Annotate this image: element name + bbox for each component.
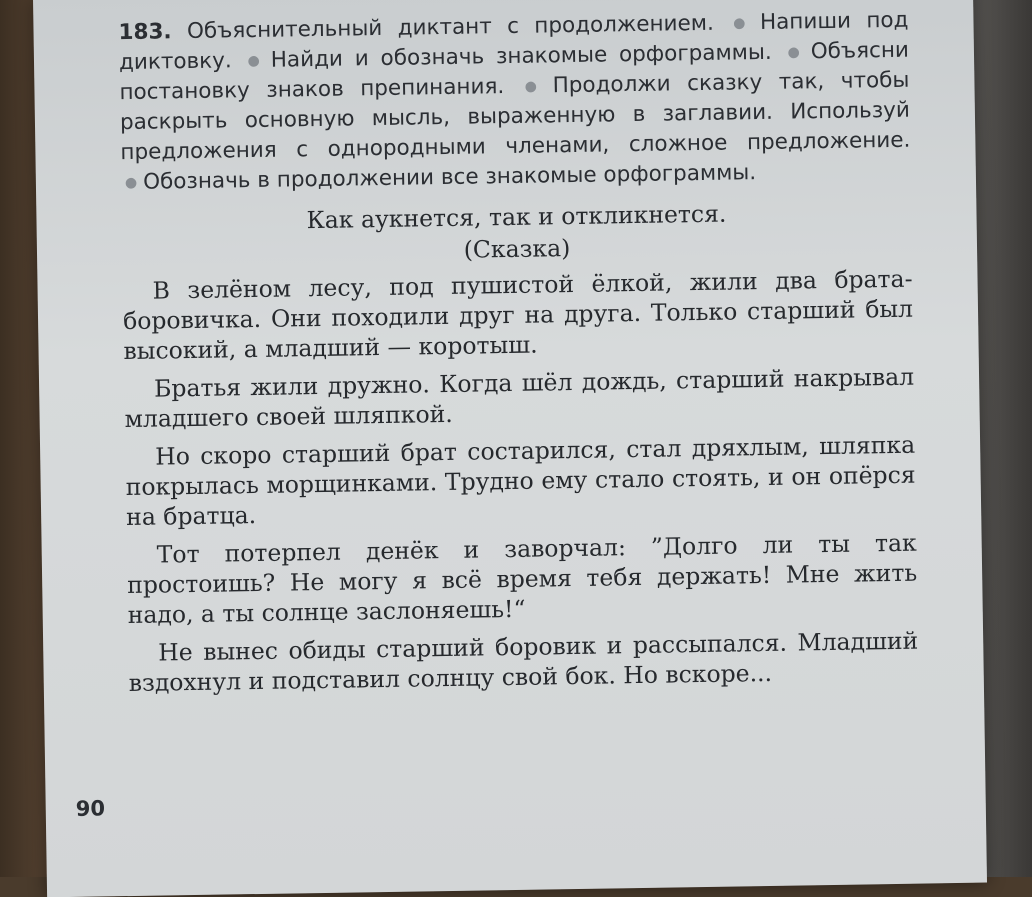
story-subtitle: (Сказка) bbox=[463, 234, 571, 264]
story-paragraph-5: Не вынес обиды старший боровик и рассыпался. Младший вздохнул и подставил солнцу свой бок. Но вскоре... bbox=[128, 626, 919, 698]
exercise-block bbox=[118, 6, 911, 198]
instruction-5: Обозначь в продолжении все знакомые орфограммы. bbox=[142, 160, 757, 195]
bullet-icon: ● bbox=[247, 52, 265, 70]
instruction-2: Найди и обозначь знакомые орфограммы. bbox=[270, 39, 772, 73]
story-title: Как аукнется, так и откликнется. bbox=[306, 199, 727, 235]
page-content bbox=[118, 6, 919, 706]
bullet-icon: ● bbox=[733, 15, 755, 32]
book-page bbox=[33, 0, 987, 897]
instruction-4: Продолжи сказку так, чтобы раскрыть основную мысль, выраженную в заглавии. Используй предложения с однородными членами, сложное предложение. bbox=[119, 67, 911, 166]
exercise-heading: Объяснительный диктант с продолжением. bbox=[186, 10, 715, 45]
instruction-3: Объясни постановку знаков препинания. bbox=[119, 37, 910, 106]
story-paragraph-1: В зелёном лесу, под пушистой ёлкой, жили два брата-боровичка. Они походили друг на друга. Только старший был высокий, а младший — коротыш. bbox=[122, 264, 914, 366]
story bbox=[121, 196, 919, 698]
bullet-icon: ● bbox=[524, 78, 547, 95]
exercise-number: 183. bbox=[118, 19, 172, 46]
story-paragraph-4: Тот потерпел денёк и заворчал: ”Долго ли ты так простоишь? Не могу я всё время тебя держать! Мне жить надо, а ты солнце заслоняешь!“ bbox=[127, 528, 918, 630]
page-number: 90 bbox=[75, 796, 106, 821]
story-paragraph-3: Но скоро старший брат состарился, стал дряхлым, шляпка покрылась морщинками. Трудно ему стало стоять, и он опёрся на братца. bbox=[125, 430, 916, 532]
story-paragraph-2: Братья жили дружно. Когда шёл дождь, старший накрывал младшего своей шляпкой. bbox=[124, 362, 915, 434]
bullet-icon: ● bbox=[787, 44, 805, 61]
bullet-icon: ● bbox=[124, 174, 138, 192]
instruction-1: Напиши под диктовку. bbox=[118, 7, 909, 76]
